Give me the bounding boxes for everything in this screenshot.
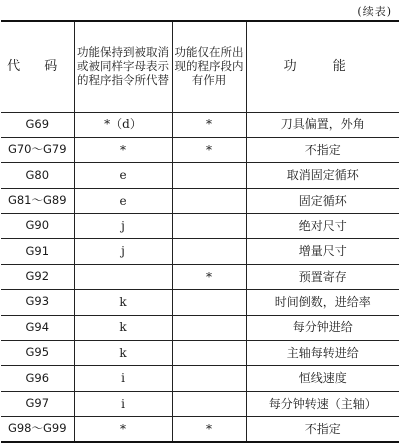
header-modal: 功能保持到被取消或被同样字母表示的程序指令所代替 xyxy=(74,21,172,112)
cell-code: G97 xyxy=(1,391,74,416)
cell-function: 增量尺寸 xyxy=(246,239,399,264)
cell-non-modal: * xyxy=(172,264,246,289)
cell-non-modal: * xyxy=(172,112,246,137)
header-non-modal: 功能仅在所出现的程序段内有作用 xyxy=(172,21,246,112)
table-row xyxy=(1,137,399,162)
cell-non-modal xyxy=(172,366,246,391)
cell-non-modal xyxy=(172,214,246,239)
table-row xyxy=(1,391,399,416)
cell-code: G69 xyxy=(1,112,74,137)
cell-modal: k xyxy=(74,315,172,340)
cell-modal: i xyxy=(74,391,172,416)
table-row xyxy=(1,264,399,289)
cell-modal: j xyxy=(74,239,172,264)
table-row xyxy=(1,239,399,264)
table-row xyxy=(1,417,399,443)
cell-code: G90 xyxy=(1,214,74,239)
cell-non-modal xyxy=(172,163,246,188)
cell-non-modal xyxy=(172,340,246,365)
header-code: 代 码 xyxy=(1,21,74,112)
cell-function: 主轴每转进给 xyxy=(246,340,399,365)
table-row xyxy=(1,112,399,137)
cell-code: G95 xyxy=(1,340,74,365)
cell-non-modal xyxy=(172,290,246,315)
cell-code: G91 xyxy=(1,239,74,264)
cell-non-modal xyxy=(172,315,246,340)
cell-function: 每分钟进给 xyxy=(246,315,399,340)
cell-modal: e xyxy=(74,163,172,188)
cell-function: 不指定 xyxy=(246,417,399,443)
cell-modal: i xyxy=(74,366,172,391)
cell-modal: * xyxy=(74,417,172,443)
table-header-row xyxy=(1,21,399,112)
table-row xyxy=(1,340,399,365)
cell-function: 刀具偏置，外角 xyxy=(246,112,399,137)
cell-modal: k xyxy=(74,340,172,365)
cell-modal: * xyxy=(74,137,172,162)
continued-label: (续表) xyxy=(357,5,392,18)
header-function: 功 能 xyxy=(246,21,399,112)
cell-code: G70～G79 xyxy=(1,137,74,162)
table-row xyxy=(1,163,399,188)
cell-function: 时间倒数，进给率 xyxy=(246,290,399,315)
g-code-table xyxy=(1,20,399,443)
cell-code: G94 xyxy=(1,315,74,340)
table-row xyxy=(1,366,399,391)
cell-code: G80 xyxy=(1,163,74,188)
cell-code: G92 xyxy=(1,264,74,289)
table-row xyxy=(1,214,399,239)
cell-non-modal: * xyxy=(172,137,246,162)
cell-code: G81～G89 xyxy=(1,188,74,213)
cell-modal xyxy=(74,264,172,289)
table-row xyxy=(1,290,399,315)
cell-function: 每分钟转速（主轴） xyxy=(246,391,399,416)
cell-function: 不指定 xyxy=(246,137,399,162)
cell-non-modal xyxy=(172,188,246,213)
cell-modal: j xyxy=(74,214,172,239)
cell-function: 预置寄存 xyxy=(246,264,399,289)
cell-function: 固定循环 xyxy=(246,188,399,213)
cell-code: G93 xyxy=(1,290,74,315)
table-row xyxy=(1,188,399,213)
cell-code: G98～G99 xyxy=(1,417,74,443)
cell-function: 取消固定循环 xyxy=(246,163,399,188)
cell-modal: *（d） xyxy=(74,112,172,137)
cell-non-modal xyxy=(172,391,246,416)
cell-function: 绝对尺寸 xyxy=(246,214,399,239)
cell-code: G96 xyxy=(1,366,74,391)
cell-function: 恒线速度 xyxy=(246,366,399,391)
cell-non-modal xyxy=(172,239,246,264)
cell-modal: e xyxy=(74,188,172,213)
cell-modal: k xyxy=(74,290,172,315)
table-row xyxy=(1,315,399,340)
cell-non-modal: * xyxy=(172,417,246,443)
